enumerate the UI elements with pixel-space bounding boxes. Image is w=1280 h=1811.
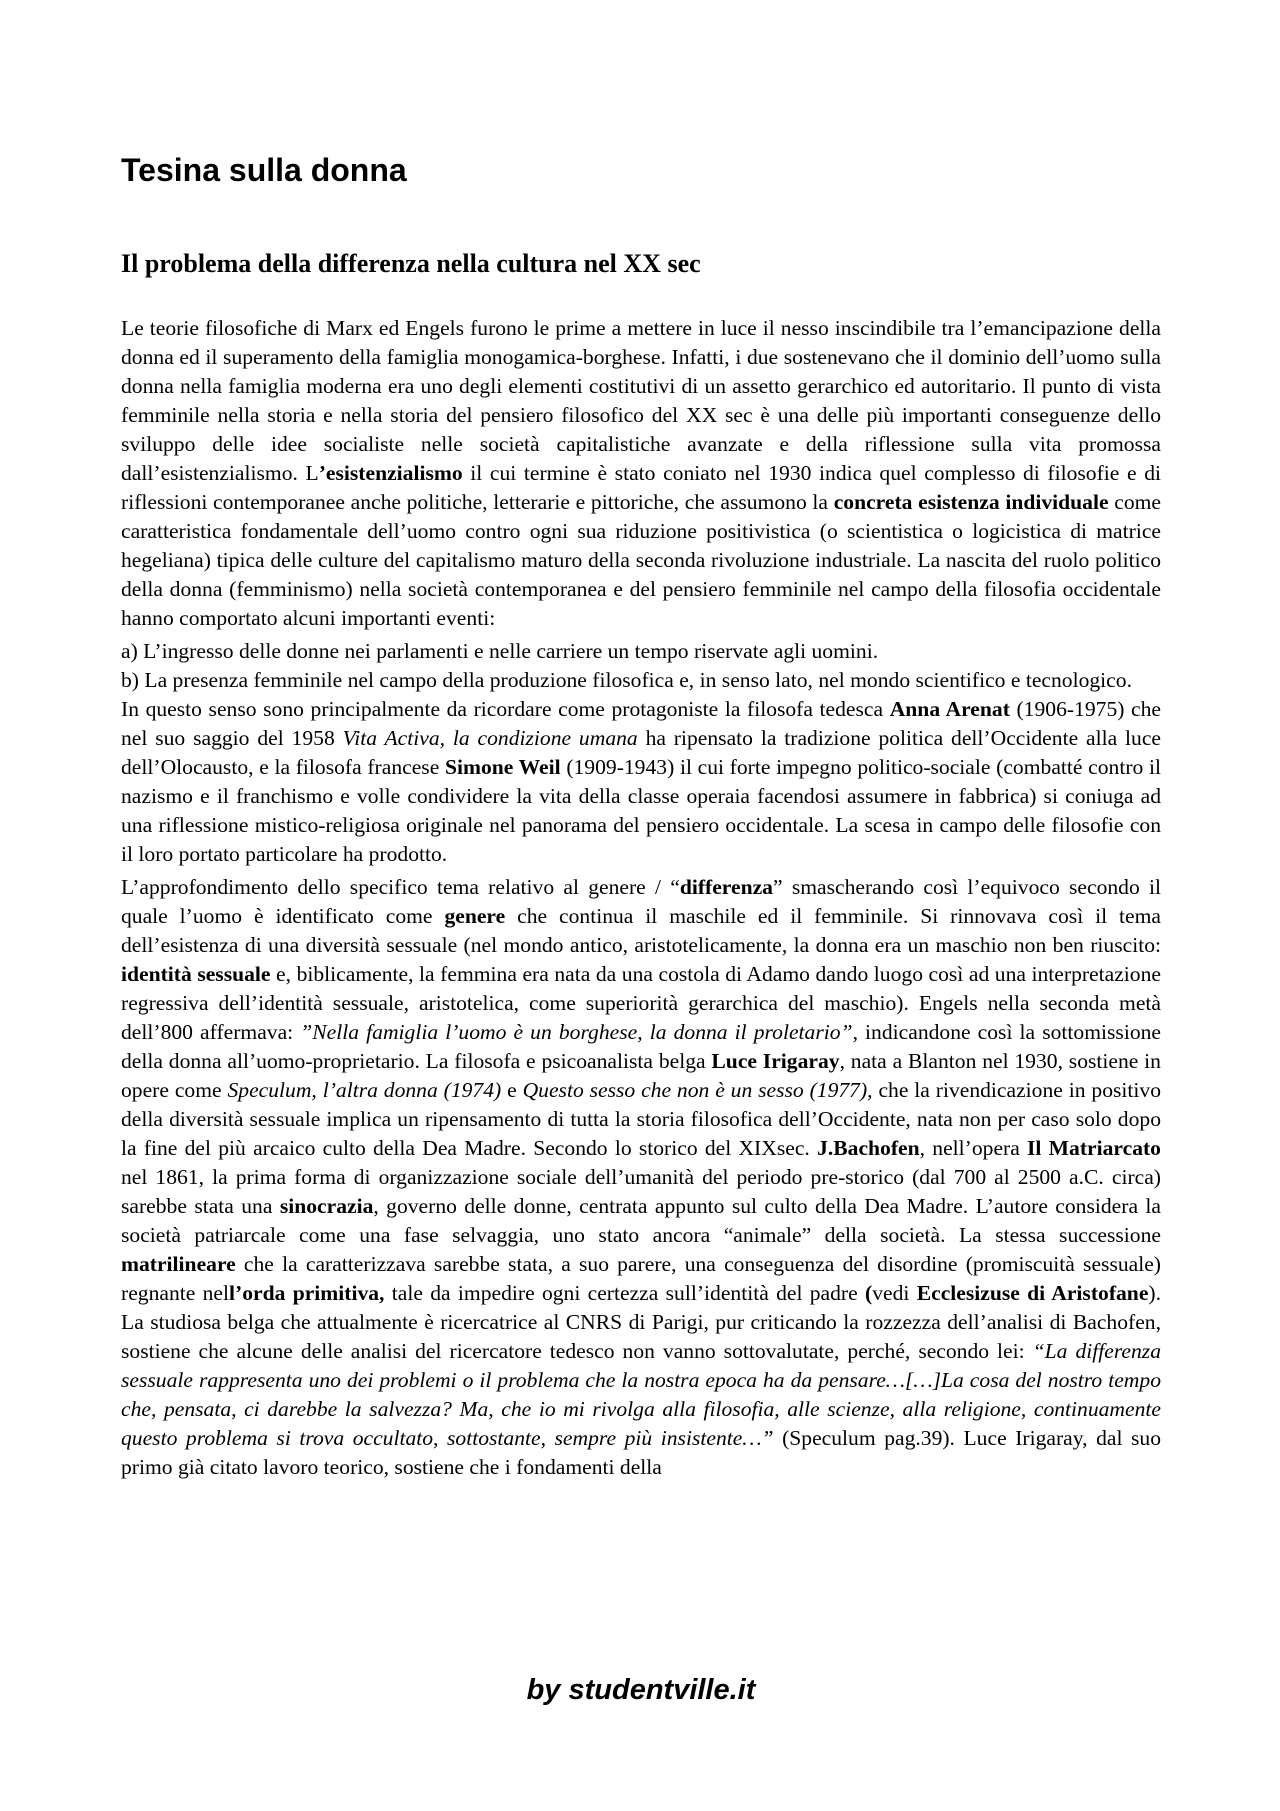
text-run: ). La studiosa belga che attualmente è ricercatrice al CNRS di Parigi, pur criticando la rozzezza dell’analisi di Bachofen, sostiene che alcune delle analisi del ricercatore tedesco non vanno sottovalutate, perché, secondo lei: xyxy=(121,1281,1161,1363)
bold-term: differenza xyxy=(679,875,773,899)
text-run: come caratteristica fondamentale dell’uomo contro ogni sua riduzione positivistica (o scientistica o logicistica di matrice hegeliana) tipica delle culture del capitalismo maturo della seconda rivoluzione industriale. La nascita del ruolo politico della donna (femminismo) nella società contemporanea e del pensiero femminile nel campo della filosofia occidentale hanno comportato alcuni importanti eventi: xyxy=(121,490,1161,630)
text-run: nel 1861, la prima forma di organizzazione sociale dell’umanità del periodo pre-storico (dal 700 al 2500 a.C. circa) sarebbe stata una xyxy=(121,1165,1161,1218)
section-heading: Il problema della differenza nella cultura nel XX sec xyxy=(121,249,701,278)
text-run: Le teorie filosofiche di Marx ed Engels furono le prime a mettere in luce il nesso inscindibile tra l’emancipazione della donna ed il superamento della famiglia monogamica-borghese. Infatti, i due sostenevano che il dominio dell’uomo sulla donna nella famiglia moderna era uno degli elementi costitutivi di un assetto gerarchico ed autoritario. Il punto di vista femminile nella storia e nella storia del pensiero filosofico del XX sec è una delle più importanti conseguenze dello sviluppo delle idee socialiste nelle società capitalistiche avanzate e della riflessione sulla vita promossa dall’esistenzialismo. L xyxy=(121,316,1161,485)
text-run: e xyxy=(501,1078,523,1102)
text-run: , indicandone così la sottomissione della donna all’uomo-proprietario. La filosofa e psicoanalista belga xyxy=(121,1020,1162,1073)
text-run: che continua il maschile ed il femminile. Si rinnovava così il tema dell’esistenza di una diversità sessuale (nel mondo antico, aristotelicamente, la donna era un maschio non ben riuscito: xyxy=(121,904,1162,957)
italic-quote: ”Nella famiglia l’uomo è un borghese, la donna il proletario” xyxy=(300,1020,853,1044)
text-run: e, biblicamente, la femmina era nata da una costola di Adamo dando luogo così ad una interpretazione regressiva dell’identità sessuale, aristotelica, come superiorità gerarchica del maschio). Engels nella seconda metà dell’800 affermava: xyxy=(121,962,1161,1044)
text-run: , nata a Blanton nel 1930, sostiene in opere come xyxy=(121,1049,1161,1102)
bold-term: Ecclesizuse di Aristofane xyxy=(916,1281,1149,1305)
italic-title: Vita Activa, la condizione umana xyxy=(342,726,638,750)
text-run: b) La presenza femminile nel campo della produzione filosofica e, in senso lato, nel mondo scientifico e tecnologico. xyxy=(121,668,1132,692)
bold-term: concreta esistenza individuale xyxy=(833,490,1109,514)
bold-term: l’orda primitiva, xyxy=(229,1281,385,1305)
text-run: che la rivendicazione in positivo della diversità sessuale implica un ripensamento di tutta la storia filosofica dell’Occidente, nata non per caso solo dopo la fine del più arcaico culto della Dea Madre. Secondo lo storico del XIXsec. xyxy=(121,1078,1161,1160)
text-run: a) L’ingresso delle donne nei parlamenti e nelle carriere un tempo riservate agli uomini. xyxy=(121,639,879,663)
document-page xyxy=(121,0,1161,1811)
text-run: vedi xyxy=(872,1281,917,1305)
text-run: (1909-1943) il cui forte impegno politico-sociale (combatté contro il nazismo e il franchismo e volle condividere la vita della classe operaia facendosi assumere in fabbrica) si coniuga ad una riflessione mistico-religiosa originale nel panorama del pensiero occidentale. La scesa in campo delle filosofie con il loro portato particolare ha prodotto. xyxy=(121,755,1161,866)
list-item-b xyxy=(121,666,1161,695)
italic-title: Speculum, l’altra donna (1974) xyxy=(227,1078,502,1102)
text-run: , governo delle donne, centrata appunto sul culto della Dea Madre. L’autore considera la società patriarcale come una fase selvaggia, uno stato ancora “animale” della società. La stessa successione xyxy=(121,1194,1161,1247)
bold-term: identità sessuale xyxy=(121,962,271,986)
bold-term: Il Matriarcato xyxy=(1027,1136,1161,1160)
text-run: L’approfondimento dello specifico tema relativo al genere / “ xyxy=(121,875,680,899)
text-run: ha ripensato la tradizione politica dell’Occidente alla luce dell’Olocausto, e la filosofa francese xyxy=(121,726,1161,779)
paragraph-difference xyxy=(121,873,1161,1482)
paragraph-protagonists xyxy=(121,695,1161,869)
italic-title: Questo sesso che non è un sesso (1977), xyxy=(522,1078,873,1102)
text-run: che la caratterizzava sarebbe stata, a suo parere, una conseguenza del disordine (promiscuità sessuale) regnante nel xyxy=(121,1252,1161,1305)
bold-term: ( xyxy=(865,1281,873,1305)
bold-term: J.Bachofen xyxy=(817,1136,920,1160)
document-title: Tesina sulla donna xyxy=(121,152,407,188)
bold-term: Anna Arenat xyxy=(889,697,1010,721)
text-run: tale da impedire ogni certezza sull’identità del padre xyxy=(384,1281,866,1305)
text-run: (Speculum pag.39). Luce Irigaray, dal suo primo già citato lavoro teorico, sostiene che i fondamenti della xyxy=(121,1426,1161,1479)
paragraph-intro xyxy=(121,314,1161,633)
body-text xyxy=(121,314,1161,1482)
text-run: , nell’opera xyxy=(919,1136,1028,1160)
bold-term: genere xyxy=(444,904,506,928)
list-item-a xyxy=(121,637,1161,666)
bold-term: Simone Weil xyxy=(444,755,561,779)
text-run: ” smascherando così l’equivoco secondo il quale l’uomo è identificato come xyxy=(121,875,1162,928)
italic-quote: “La differenza sessuale rappresenta uno dei problemi o il problema che la nostra epoca ha da pensare…[…]La cosa del nostro tempo che, pensata, ci darebbe la salvezza? Ma, che io mi rivolga alla filosofia, alle scienze, alla religione, continuamente questo problema si trova occultato, sottostante, sempre più insistente…” xyxy=(121,1339,1162,1450)
text-run: In questo senso sono principalmente da ricordare come protagoniste la filosofa tedesca xyxy=(121,697,890,721)
text-run: (1906-1975) che nel suo saggio del 1958 xyxy=(121,697,1161,750)
bold-term: Luce Irigaray xyxy=(711,1049,840,1073)
bold-term: matrilineare xyxy=(121,1252,236,1276)
footer-source: by studentville.it xyxy=(526,1674,756,1706)
bold-term: sinocrazia xyxy=(279,1194,374,1218)
bold-term: ’esistenzialismo xyxy=(318,461,463,485)
text-run: il cui termine è stato coniato nel 1930 indica quel complesso di filosofie e di riflessioni contemporanee anche politiche, letterarie e pittoriche, che assumono la xyxy=(121,461,1161,514)
